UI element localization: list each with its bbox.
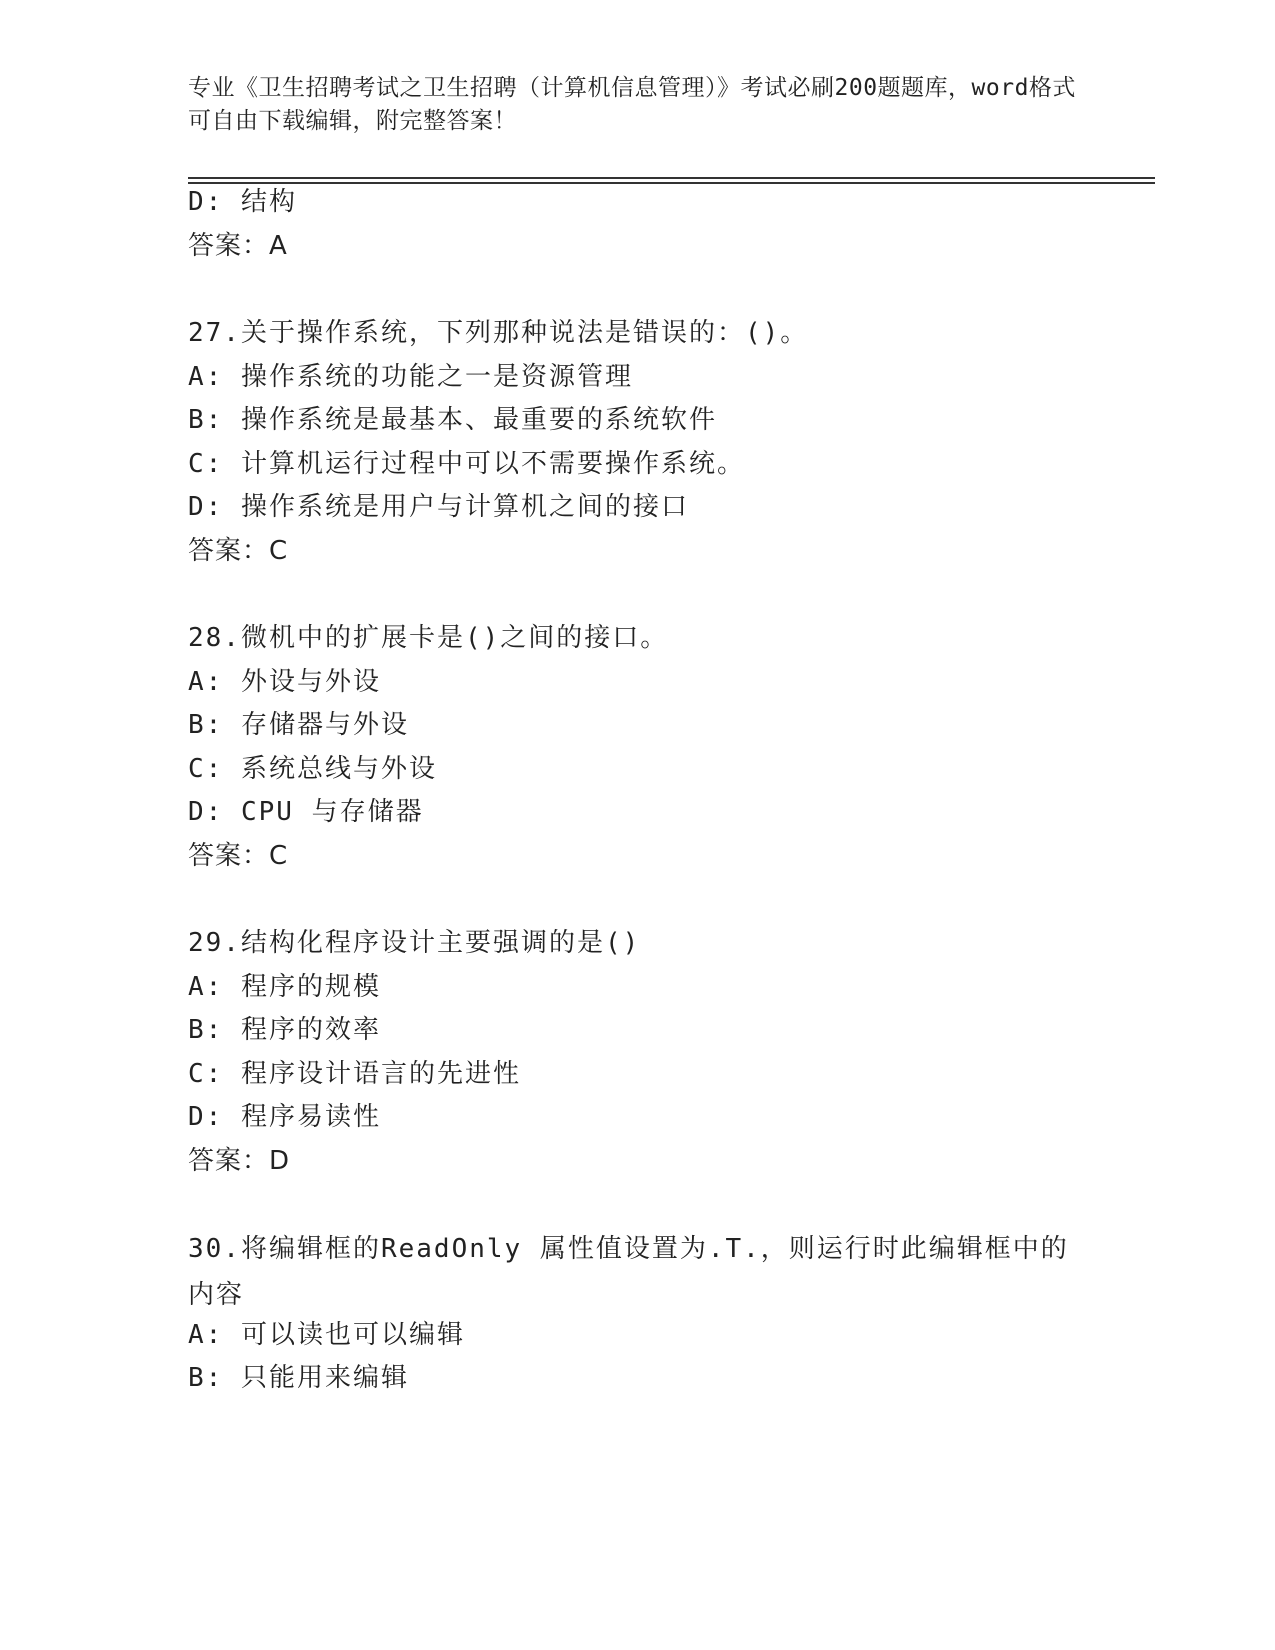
option-a: A: 操作系统的功能之一是资源管理 — [188, 362, 633, 392]
option-b: B: 只能用来编辑 — [188, 1363, 409, 1393]
question-stem: 27.关于操作系统，下列那种说法是错误的：()。 — [188, 318, 809, 348]
option-a: A: 程序的规模 — [188, 972, 381, 1002]
option-d: D: CPU 与存储器 — [188, 797, 424, 827]
header-rule-top — [188, 177, 1155, 179]
question-stem: 28.微机中的扩展卡是()之间的接口。 — [188, 623, 669, 653]
document-header: 专业《卫生招聘考试之卫生招聘（计算机信息管理）》考试必刷200题题库，word格式可自由下载编辑，附完整答案！ — [188, 75, 1076, 134]
option-a: A: 外设与外设 — [188, 667, 381, 697]
question-stem: 30.将编辑框的ReadOnly 属性值设置为.T.，则运行时此编辑框中的内容 — [188, 1234, 1069, 1310]
answer: 答案：D — [188, 1146, 291, 1176]
answer: 答案：C — [188, 536, 289, 566]
option-c: C: 计算机运行过程中可以不需要操作系统。 — [188, 449, 745, 479]
option-b: B: 操作系统是最基本、最重要的系统软件 — [188, 405, 717, 435]
option-b: B: 程序的效率 — [188, 1015, 381, 1045]
option-d: D: 操作系统是用户与计算机之间的接口 — [188, 492, 689, 522]
option-d: D: 结构 — [188, 187, 297, 217]
option-a: A: 可以读也可以编辑 — [188, 1320, 465, 1350]
answer: 答案：C — [188, 841, 289, 871]
header-rule-bottom — [188, 182, 1155, 184]
answer: 答案：A — [188, 231, 288, 261]
option-b: B: 存储器与外设 — [188, 710, 409, 740]
option-c: C: 系统总线与外设 — [188, 754, 437, 784]
option-d: D: 程序易读性 — [188, 1102, 381, 1132]
question-stem: 29.结构化程序设计主要强调的是() — [188, 928, 641, 958]
option-c: C: 程序设计语言的先进性 — [188, 1059, 521, 1089]
